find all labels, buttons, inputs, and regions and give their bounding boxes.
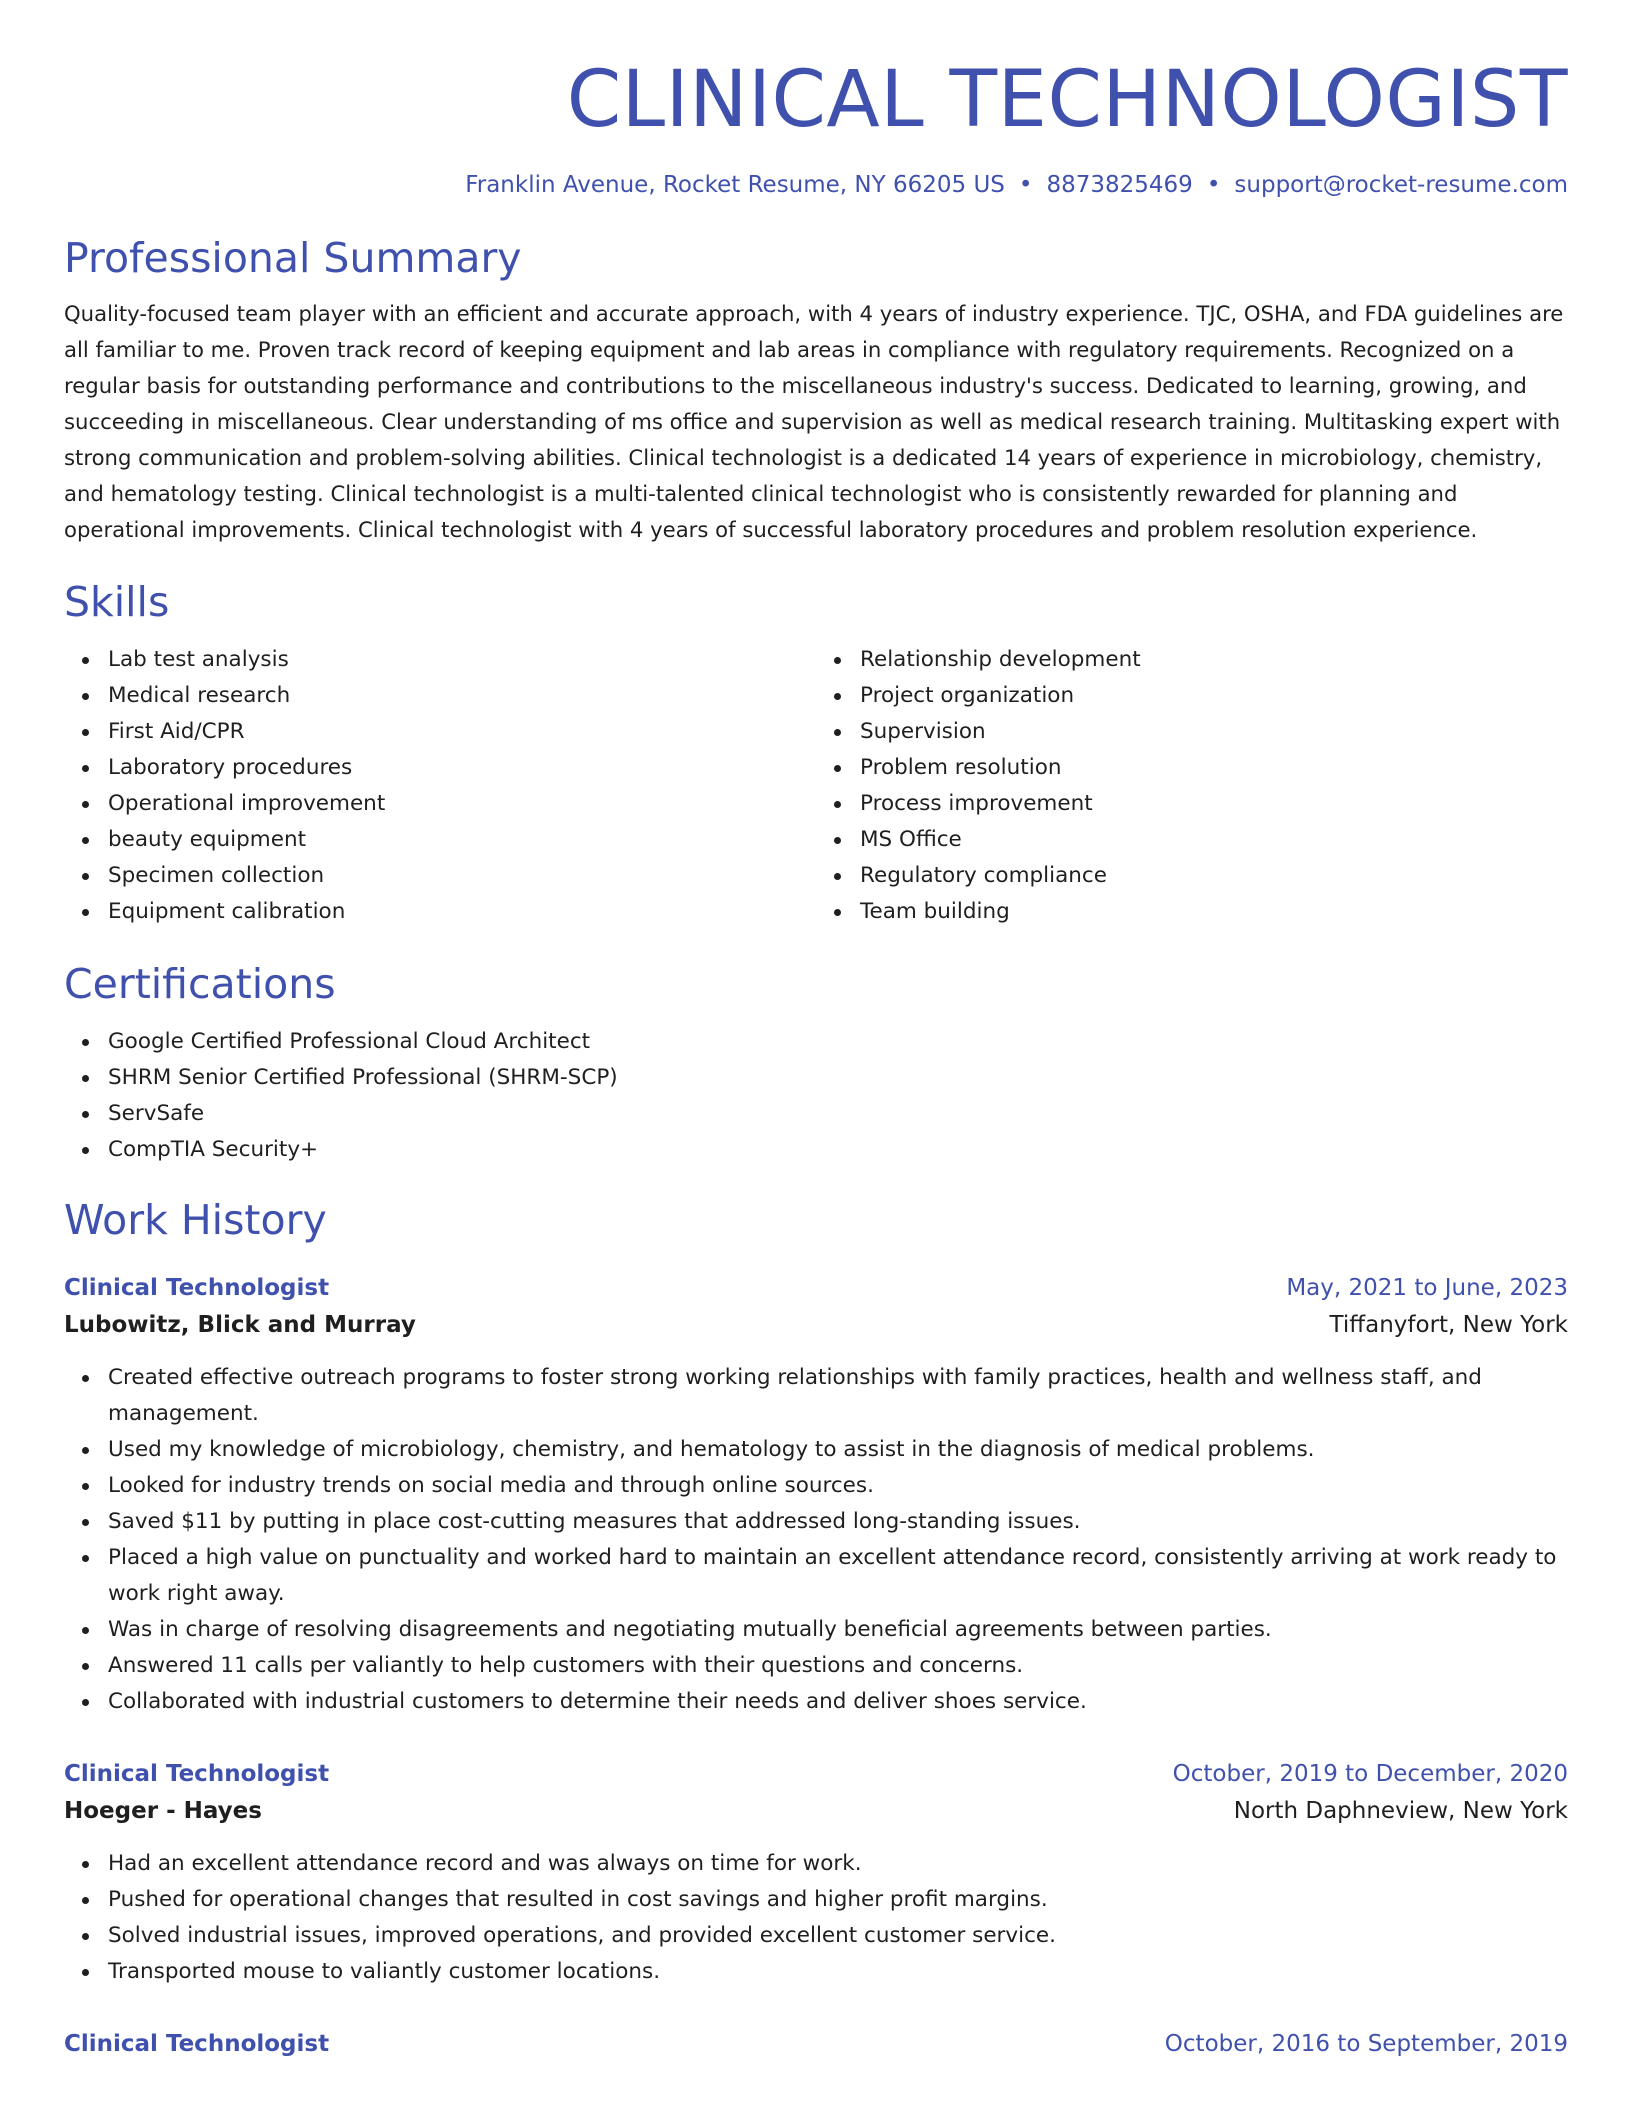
job-bullets [64,1846,1568,1990]
skill-item: Project organization [860,678,1568,714]
job-location: Tiffanyfort, New York [1329,1312,1568,1338]
certifications-list [64,1024,1568,1168]
work-history-heading: Work History [64,1196,327,1244]
certification-item: ServSafe [108,1096,1568,1132]
skill-item: Operational improvement [108,786,816,822]
summary-heading: Professional Summary [64,234,522,282]
contact-address: Franklin Avenue, Rocket Resume, NY 66205 US [465,172,1005,198]
job-header-row [64,2026,1568,2063]
contact-separator: • [1206,172,1221,198]
skill-item: Problem resolution [860,750,1568,786]
job-dates: May, 2021 to June, 2023 [1286,1275,1568,1301]
skills-list-right [816,642,1568,930]
skill-item: MS Office [860,822,1568,858]
job-bullets [64,1360,1568,1720]
skill-item: Lab test analysis [108,642,816,678]
job-bullet: Placed a high value on punctuality and worked hard to maintain an excellent attendance record, consistently arriving at work ready to work right away. [108,1540,1568,1612]
contact-line [64,170,1568,200]
job-title: Clinical Technologist [64,1275,330,1301]
skills-list-left [64,642,816,930]
contact-phone: 8873825469 [1046,172,1193,198]
job-bullet: Solved industrial issues, improved operations, and provided excellent customer service. [108,1918,1568,1954]
job-header-row [64,1270,1568,1307]
skill-item: Laboratory procedures [108,750,816,786]
job-dates: October, 2019 to December, 2020 [1172,1761,1568,1787]
job-title: Clinical Technologist [64,1761,330,1787]
skill-item: First Aid/CPR [108,714,816,750]
skill-item: Medical research [108,678,816,714]
job-bullet: Transported mouse to valiantly customer locations. [108,1954,1568,1990]
contact-email[interactable]: support@rocket-resume.com [1234,172,1568,198]
job-company-row [64,1307,1568,1344]
skill-item: beauty equipment [108,822,816,858]
contact-separator: • [1018,172,1033,198]
job-header-row [64,1756,1568,1793]
job-bullet: Used my knowledge of microbiology, chemistry, and hematology to assist in the diagnosis of medical problems. [108,1432,1568,1468]
job-bullet: Answered 11 calls per valiantly to help customers with their questions and concerns. [108,1648,1568,1684]
job-company-row [64,1793,1568,1830]
skills-heading: Skills [64,578,170,626]
job-location: North Daphneview, New York [1233,1798,1568,1824]
certification-item: SHRM Senior Certified Professional (SHRM-SCP) [108,1060,1568,1096]
job-bullet: Pushed for operational changes that resulted in cost savings and higher profit margins. [108,1882,1568,1918]
skill-item: Process improvement [860,786,1568,822]
job-bullet: Had an excellent attendance record and was always on time for work. [108,1846,1568,1882]
job-dates: October, 2016 to September, 2019 [1164,2031,1568,2057]
resume-name: CLINICAL TECHNOLOGIST [566,55,1568,145]
job-bullet: Was in charge of resolving disagreements and negotiating mutually beneficial agreements between parties. [108,1612,1568,1648]
certification-item: CompTIA Security+ [108,1132,1568,1168]
job-title: Clinical Technologist [64,2031,330,2057]
skill-item: Equipment calibration [108,894,816,930]
job-bullet: Collaborated with industrial customers to determine their needs and deliver shoes service. [108,1684,1568,1720]
resume-page [64,0,1568,2063]
job-bullet: Looked for industry trends on social media and through online sources. [108,1468,1568,1504]
job-company: Lubowitz, Blick and Murray [64,1312,416,1338]
certifications-heading: Certifications [64,960,336,1008]
job-entry [64,1756,1568,1990]
skill-item: Regulatory compliance [860,858,1568,894]
job-entry [64,2026,1568,2063]
job-company: Hoeger - Hayes [64,1798,262,1824]
skill-item: Specimen collection [108,858,816,894]
summary-text: Quality-focused team player with an efficient and accurate approach, with 4 years of industry experience. TJC, OSHA, and FDA guidelines are all familiar to me. Proven track record of keeping equipment and lab areas in compliance with regulatory requirements. Recognized on a regular basis for outstanding performance and contributions to the miscellaneous industry's success. Dedicated to learning, growing, and succeeding in miscellaneous. Clear understanding of ms office and supervision as well as medical research training. Multitasking expert with strong communication and problem-solving abilities. Clinical technologist is a dedicated 14 years of experience in microbiology, chemistry, and hematology testing. Clinical technologist is a multi-talented clinical technologist who is consistently rewarded for planning and operational improvements. Clinical technologist with 4 years of successful laboratory procedures and problem resolution experience. [64,301,1564,542]
job-bullet: Created effective outreach programs to foster strong working relationships with family practices, health and wellness staff, and management. [108,1360,1568,1432]
job-bullet: Saved $11 by putting in place cost-cutting measures that addressed long-standing issues. [108,1504,1568,1540]
skill-item: Relationship development [860,642,1568,678]
job-entry [64,1270,1568,1720]
certification-item: Google Certified Professional Cloud Architect [108,1024,1568,1060]
skill-item: Supervision [860,714,1568,750]
skill-item: Team building [860,894,1568,930]
skills-grid [64,642,1568,930]
